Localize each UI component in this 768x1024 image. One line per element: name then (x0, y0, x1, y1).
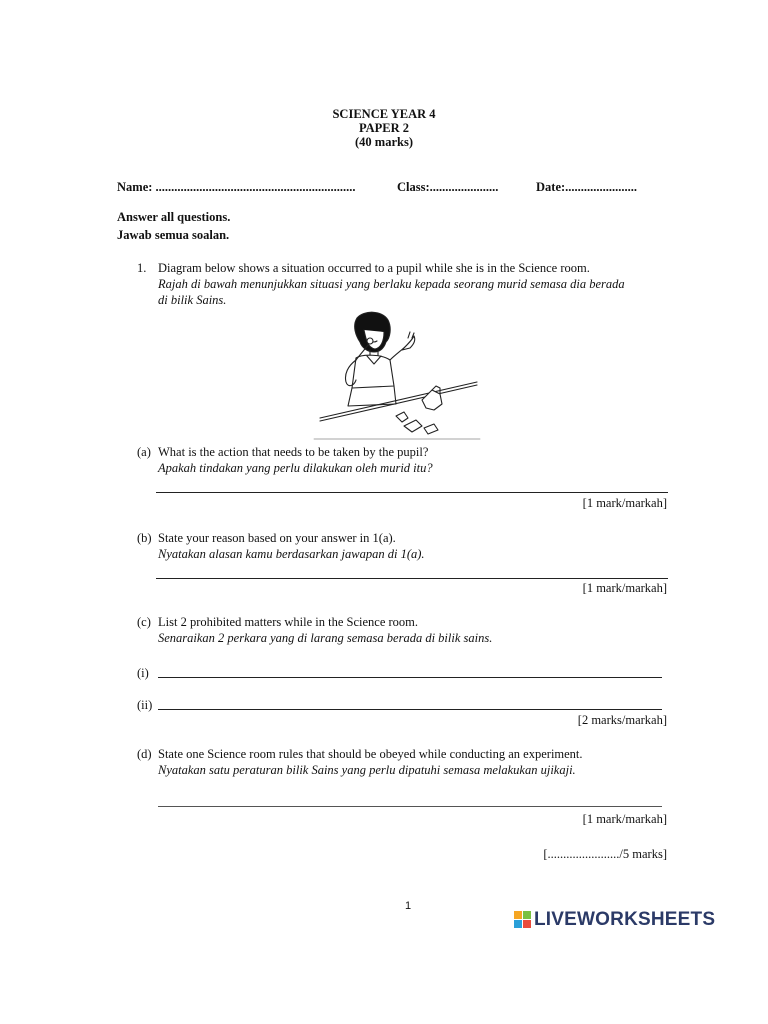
paper-number: PAPER 2 (358, 121, 410, 135)
class-field[interactable]: Class:...................... (397, 180, 499, 194)
part-b-text-en: State your reason based on your answer in 1(a). (158, 531, 396, 545)
paper-total-marks: (40 marks) (355, 135, 413, 149)
part-d-text-en: State one Science room rules that should be obeyed while conducting an experiment. (158, 747, 583, 761)
part-c-sub-ii-label: (ii) (137, 698, 153, 712)
date-field[interactable]: Date:....................... (536, 180, 638, 194)
page-number: 1 (405, 900, 412, 912)
question-total-marks: [......................./5 marks] (543, 847, 667, 861)
part-c-sub-i-answer-line[interactable] (158, 677, 662, 678)
brand-wordmark: LIVEWORKSHEETS (534, 909, 716, 930)
name-field[interactable]: Name: ................................................................ (117, 180, 356, 194)
question-text-ms-line2: di bilik Sains. (158, 293, 227, 307)
pupil-illustration (312, 308, 482, 442)
part-a-label: (a) (137, 445, 151, 459)
part-c-marks: [2 marks/markah] (577, 713, 667, 727)
paper-subject: SCIENCE YEAR 4 (332, 107, 436, 121)
instruction-en: Answer all questions. (117, 210, 231, 224)
question-text-en: Diagram below shows a situation occurred to a pupil while she is in the Science room. (158, 261, 590, 275)
part-b-text-ms: Nyatakan alasan kamu berdasarkan jawapan di 1(a). (158, 547, 425, 561)
question-number: 1. (137, 261, 147, 275)
part-c-sub-ii-answer-line[interactable] (158, 709, 662, 710)
part-c-text-en: List 2 prohibited matters while in the Science room. (158, 615, 419, 629)
part-a-text-ms: Apakah tindakan yang perlu dilakukan oleh murid itu? (158, 461, 433, 475)
part-c-text-ms: Senaraikan 2 perkara yang di larang semasa berada di bilik sains. (158, 631, 493, 645)
part-b-label: (b) (137, 531, 152, 545)
part-a-text-en: What is the action that needs to be taken by the pupil? (158, 445, 429, 459)
part-d-answer-line[interactable] (158, 806, 662, 807)
part-a-answer-line[interactable] (156, 492, 668, 493)
part-d-text-ms: Nyatakan satu peraturan bilik Sains yang perlu dipatuhi semasa melakukan ujikaji. (158, 763, 576, 777)
question-text-ms-line1: Rajah di bawah menunjukkan situasi yang berlaku kepada seorang murid semasa dia berada (158, 277, 625, 291)
instruction-ms: Jawab semua soalan. (117, 228, 230, 242)
part-b-marks: [1 mark/markah] (582, 581, 667, 595)
logo-blocks-icon (514, 911, 532, 929)
part-c-sub-i-label: (i) (137, 666, 149, 680)
part-c-label: (c) (137, 615, 151, 629)
part-b-answer-line[interactable] (156, 578, 668, 579)
part-d-label: (d) (137, 747, 152, 761)
part-d-marks: [1 mark/markah] (582, 812, 667, 826)
liveworksheets-logo (514, 909, 716, 933)
part-a-marks: [1 mark/markah] (582, 496, 667, 510)
